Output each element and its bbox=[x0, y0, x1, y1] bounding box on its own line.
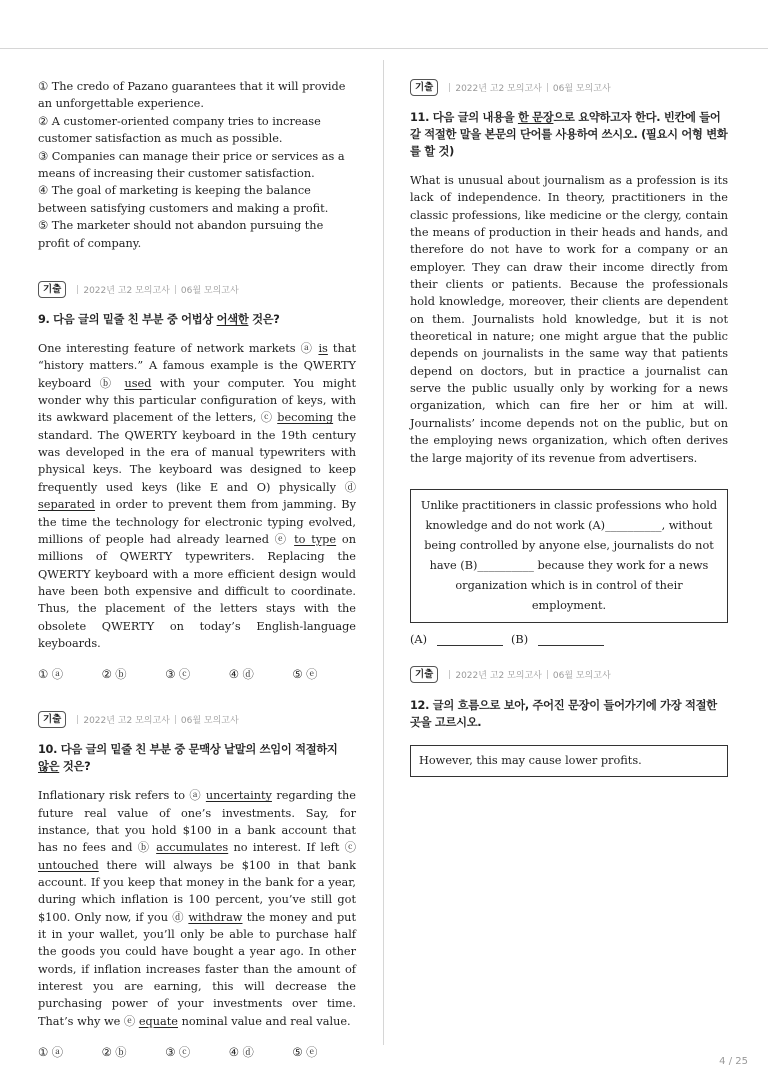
q10-meta bbox=[72, 713, 238, 726]
q11-summary-box: Unlike practitioners in classic professions who hold knowledge and do not work (A)__________, without being controlled by anyone else, journalists do not have (B)__________ because they work for a news organization which is in control of their employment. bbox=[410, 489, 728, 623]
right-column bbox=[410, 78, 728, 777]
blank-a-input[interactable] bbox=[437, 633, 503, 646]
underlined-c: becoming bbox=[277, 411, 334, 425]
q12-title: 12. 글의 흐름으로 보아, 주어진 문장이 들어가기에 가장 적절한 곳을 고르시오. bbox=[410, 698, 717, 729]
q9-title: 9. 다음 글의 밑줄 친 부분 중 어법상 어색한 것은? bbox=[38, 313, 280, 327]
option-3: ③ Companies can manage their price or services as a means of increasing their customer satisfaction. bbox=[38, 149, 345, 181]
q11-year: 2022년 고2 모의고사 bbox=[455, 83, 542, 94]
underlined-a: is bbox=[318, 342, 328, 356]
q11-passage: What is unusual about journalism as a profession is its lack of independence. In theory, practitioners in the classic professions, like medicine or the clergy, contain the means of production in their heads and hands, and therefore do not have to work for a company or an employer. They can draw their income directly from their clients or patients. Because the professionals hold knowledge, moreover, their clients are dependent on them. Journalists hold knowledge, but it is not theoretical in nature; one might argue that the public depends on journalists in the same way that patients depend on doctors, but in practice a journalist can serve the public usually only by working for a news organization, which can fire her or him at will. Journalists’ income depends not on the public, but on the employing news organization, which often derives the large majority of its revenue from advertisers. bbox=[410, 174, 728, 465]
q11-meta bbox=[444, 81, 610, 94]
q9-choice-1[interactable]: ① ⓐ bbox=[38, 668, 64, 682]
q11-source-line bbox=[410, 78, 728, 96]
q12-source-line bbox=[410, 666, 728, 684]
q10-choice-4[interactable]: ④ ⓓ bbox=[228, 1046, 254, 1060]
q12-month: 06월 모의고사 bbox=[552, 671, 611, 682]
q9-answer-choices bbox=[38, 666, 356, 682]
q12-tag: 기출 bbox=[410, 666, 438, 683]
q9-passage: One interesting feature of network markets ⓐ is that “history matters.” A famous example is the QWERTY keyboard ⓑ used with your computer. You might wonder why this particular configuration of keys, with its awkward placement of the letters, ⓒ becoming the standard. The QWERTY keyboard in the 19th century was developed in the era of manual typewriters with physical keys. The keyboard was designed to keep frequently used keys (like E and O) physically ⓓ separated in order to prevent them from jamming. By the time the technology for electronic typing evolved, millions of people had already learned ⓔ to type on millions of QWERTY typewriters. Replacing the QWERTY keyboard with a more efficient design would have been both expensive and difficult to coordinate. Thus, the placement of the letters stays with the obsolete QWERTY on today’s English-language keyboards. bbox=[38, 342, 357, 650]
underlined-a: uncertainty bbox=[205, 789, 272, 803]
q9-choice-5[interactable]: ⑤ ⓔ bbox=[292, 668, 318, 682]
q10-tag: 기출 bbox=[38, 711, 66, 728]
q12-year: 2022년 고2 모의고사 bbox=[455, 671, 542, 682]
option-5: ⑤ The marketer should not abandon pursuing the profit of company. bbox=[38, 219, 324, 250]
q10-choice-5[interactable]: ⑤ ⓔ bbox=[292, 1046, 318, 1060]
q9-choice-2[interactable]: ② ⓑ bbox=[101, 668, 127, 682]
page-number: 4 / 25 bbox=[719, 1056, 748, 1067]
underlined-c: untouched bbox=[38, 858, 99, 872]
q9-meta bbox=[72, 283, 238, 296]
q12-given-sentence-box: However, this may cause lower profits. bbox=[410, 745, 728, 777]
q9-choice-4[interactable]: ④ ⓓ bbox=[228, 668, 254, 682]
q10-year: 2022년 고2 모의고사 bbox=[83, 715, 170, 726]
option-2: ② A customer-oriented company tries to increase customer satisfaction as much as possible. bbox=[38, 114, 321, 146]
blank-b-input[interactable] bbox=[538, 633, 604, 646]
underlined-b: accumulates bbox=[156, 841, 229, 855]
q11-answer-blanks bbox=[410, 633, 728, 646]
q10-passage: Inflationary risk refers to ⓐ uncertainty regarding the future real value of one’s investments. Say, for instance, that you hold $100 in a bank account that has no fees and ⓑ accumulates no interest. If left ⓒ untouched there will always be $100 in that bank account. If you keep that money in the bank for a year, during which inflation is 100 percent, you’ve still got $100. Only now, if you ⓓ withdraw the money and put it in your wallet, you’ll only be able to purchase half the goods you could have bought a year ago. In other words, if inflation increases faster than the amount of interest you are earning, this will decrease the purchasing power of your investments over time. That’s why we ⓔ equate nominal value and real value. bbox=[38, 789, 356, 1028]
q11-month: 06월 모의고사 bbox=[552, 83, 611, 94]
underlined-d: separated bbox=[38, 498, 96, 512]
q10-title: 10. 다음 글의 밑줄 친 부분 중 문맥상 낱말의 쓰임이 적절하지 않은 것은? bbox=[38, 743, 338, 774]
header-rule bbox=[0, 48, 768, 49]
q10-choice-1[interactable]: ① ⓐ bbox=[38, 1046, 64, 1060]
q10-answer-choices bbox=[38, 1044, 356, 1060]
column-divider bbox=[383, 60, 384, 1045]
q11-tag: 기출 bbox=[410, 79, 438, 96]
underlined-e: to type bbox=[294, 532, 337, 546]
q9-source-line bbox=[38, 280, 356, 298]
q9-choice-3[interactable]: ③ ⓒ bbox=[165, 668, 191, 682]
blank-a-label: (A) bbox=[410, 632, 427, 646]
underlined-e: equate bbox=[138, 1014, 178, 1028]
underlined-b: used bbox=[124, 376, 152, 390]
q9-tag: 기출 bbox=[38, 281, 66, 298]
q9-month: 06월 모의고사 bbox=[180, 285, 239, 296]
q10-choice-2[interactable]: ② ⓑ bbox=[101, 1046, 127, 1060]
q10-choice-3[interactable]: ③ ⓒ bbox=[165, 1046, 191, 1060]
previous-question-options bbox=[38, 78, 356, 252]
q9-year: 2022년 고2 모의고사 bbox=[83, 285, 170, 296]
option-4: ④ The goal of marketing is keeping the balance between satisfying customers and making a profit. bbox=[38, 184, 329, 215]
q11-title: 11. 다음 글의 내용을 한 문장으로 요약하고자 한다. 빈칸에 들어갈 적절한 말을 본문의 단어를 사용하여 쓰시오. (필요시 어형 변화를 할 것) bbox=[410, 111, 728, 158]
left-column bbox=[38, 78, 356, 1060]
q10-source-line bbox=[38, 710, 356, 728]
option-1: ① The credo of Pazano guarantees that it will provide an unforgettable experience. bbox=[38, 80, 346, 111]
q12-meta bbox=[444, 668, 610, 681]
blank-b-label: (B) bbox=[510, 632, 529, 646]
q10-month: 06월 모의고사 bbox=[180, 715, 239, 726]
underlined-d: withdraw bbox=[188, 910, 243, 924]
